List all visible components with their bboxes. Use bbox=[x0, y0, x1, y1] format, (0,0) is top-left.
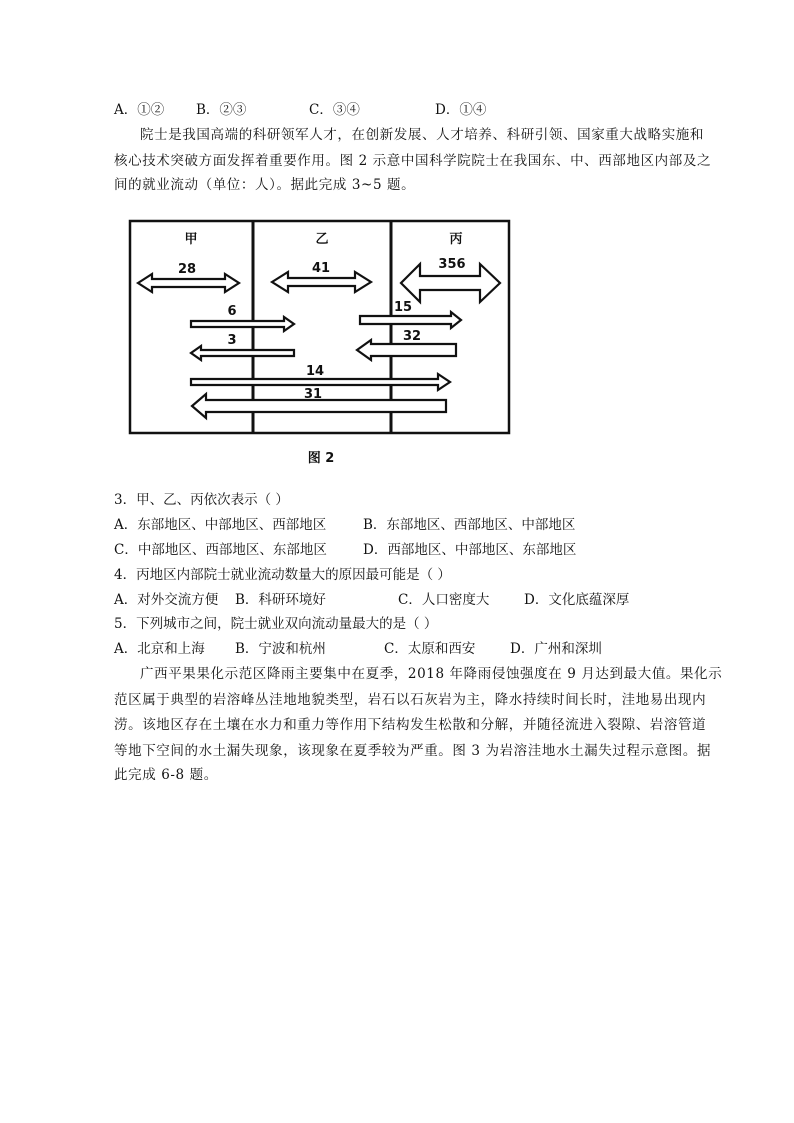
region-label-bing: 丙 bbox=[449, 232, 463, 247]
paragraph-line: 院士是我国高端的科研领军人才，在创新发展、人才培养、科研引领、国家重大战略实施和 bbox=[140, 127, 704, 143]
option-c: C．太原和西安 bbox=[384, 641, 476, 657]
flow-arrow-yi-to-jia bbox=[191, 346, 294, 360]
flow-label: 28 bbox=[177, 262, 197, 277]
option-d: D．广州和深圳 bbox=[510, 641, 602, 657]
option-c: C．人口密度大 bbox=[398, 592, 490, 608]
figure-caption: 图 2 bbox=[307, 451, 335, 466]
flow-label: 6 bbox=[227, 304, 237, 319]
option-c: C．中部地区、西部地区、东部地区 bbox=[114, 542, 327, 558]
option-a: A．对外交流方便 bbox=[114, 592, 219, 608]
option-b: B．东部地区、西部地区、中部地区 bbox=[363, 517, 576, 533]
flow-label: 356 bbox=[438, 257, 466, 272]
question-stem: 3．甲、乙、丙依次表示（ ） bbox=[114, 492, 289, 508]
flow-label: 3 bbox=[227, 333, 237, 348]
flow-label: 15 bbox=[393, 300, 413, 315]
flow-label: 41 bbox=[311, 261, 331, 276]
option-a: A．北京和上海 bbox=[114, 641, 205, 657]
flow-label: 14 bbox=[305, 364, 325, 379]
option-a: A．①② bbox=[114, 102, 165, 118]
option-a: A．东部地区、中部地区、西部地区 bbox=[114, 517, 327, 533]
option-d: D．西部地区、中部地区、东部地区 bbox=[363, 542, 577, 558]
flow-arrow-jia-to-yi bbox=[191, 317, 294, 331]
question-stem: 5．下列城市之间，院士就业双向流动量最大的是（ ） bbox=[114, 616, 438, 632]
flow-label: 32 bbox=[402, 329, 422, 344]
option-b: B．宁波和杭州 bbox=[235, 641, 326, 657]
option-d: D．文化底蕴深厚 bbox=[524, 592, 630, 608]
option-c: C．③④ bbox=[309, 102, 360, 118]
region-label-yi: 乙 bbox=[315, 232, 329, 247]
option-b: B．②③ bbox=[196, 102, 247, 118]
paragraph-line: 广西平果果化示范区降雨主要集中在夏季，2018 年降雨侵蚀强度在 9 月达到最大值。果化示 bbox=[140, 666, 723, 682]
region-label-jia: 甲 bbox=[184, 232, 198, 247]
paragraph-line: 范区属于典型的岩溶峰丛洼地地貌类型，岩石以石灰岩为主，降水持续时间长时，洼地易出现内 bbox=[114, 692, 707, 708]
paragraph-line: 核心技术突破方面发挥着重要作用。图 2 示意中国科学院院士在我国东、中、西部地区内部及之 bbox=[114, 153, 712, 169]
paragraph-line: 等地下空间的水土漏失现象，该现象在夏季较为严重。图 3 为岩溶洼地水土漏失过程示意图。据 bbox=[114, 743, 712, 759]
paragraph-line: 涝。该地区存在土壤在水力和重力等作用下结构发生松散和分解，并随径流进入裂隙、岩溶管道 bbox=[114, 717, 707, 733]
question-stem: 4．丙地区内部院士就业流动数量大的原因最可能是（ ） bbox=[114, 567, 451, 583]
paragraph-line: 此完成 6-8 题。 bbox=[114, 767, 218, 783]
flow-label: 31 bbox=[303, 387, 323, 402]
figure-2-diagram bbox=[0, 0, 794, 480]
paragraph-line: 间的就业流动（单位：人）。据此完成 3~5 题。 bbox=[114, 177, 416, 193]
option-d: D．①④ bbox=[435, 102, 487, 118]
option-b: B．科研环境好 bbox=[235, 592, 326, 608]
